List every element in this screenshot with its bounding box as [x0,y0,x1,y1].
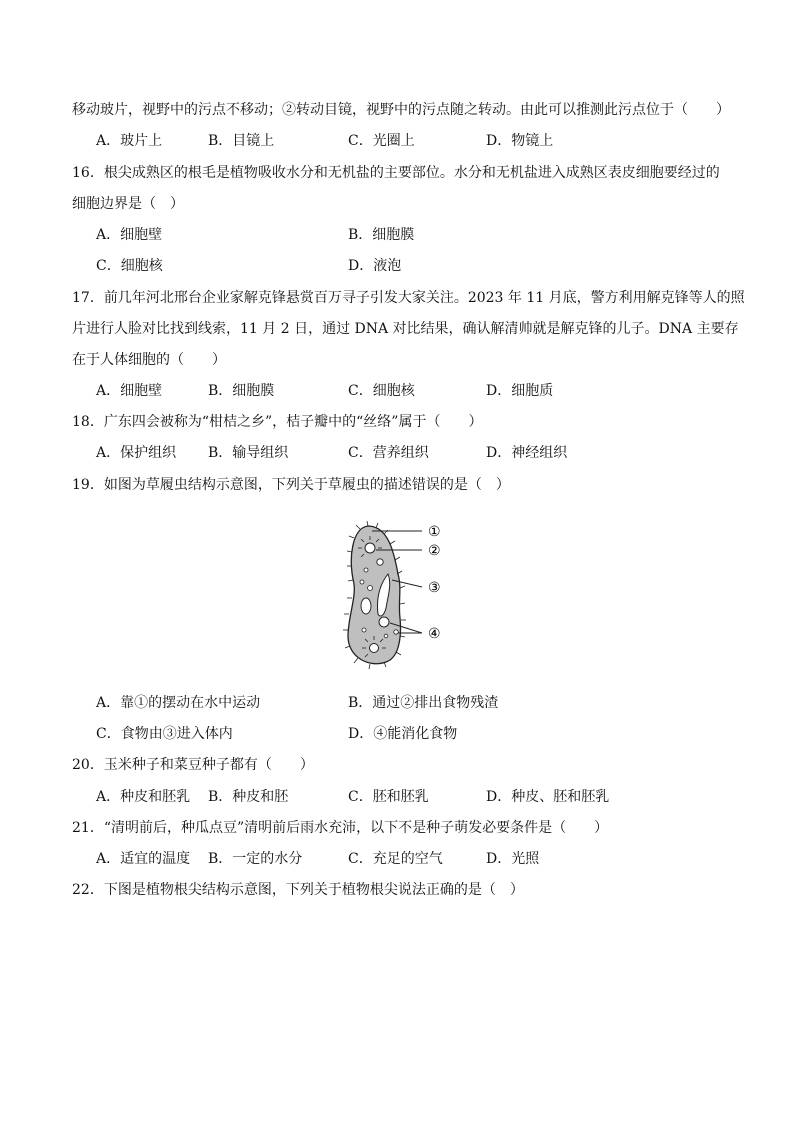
q20-option-b: B．种皮和胚 [208,789,289,805]
q17-stem-line2: 片进行人脸对比找到线索，11 月 2 日，通过 DNA 对比结果，确认解清帅就是解克锋的儿子。DNA 主要存 [72,321,739,337]
q21-stem: 21．“清明前后，种瓜点豆”清明前后雨水充沛，以下不是种子萌发必要条件是（ ） [72,820,609,836]
q16-option-c: C．细胞核 [96,258,163,274]
label-2: ② [428,543,441,559]
q16-stem-line2: 细胞边界是（ ） [72,196,184,212]
q17-option-c: C．细胞核 [348,383,415,399]
q16-stem-line1: 16．根尖成熟区的根毛是植物吸收水分和无机盐的主要部位。水分和无机盐进入成熟区表皮细胞要经过的 [72,165,720,181]
label-4: ④ [428,626,441,642]
q21-option-a: A．适宜的温度 [96,851,191,867]
q19-stem: 19．如图为草履虫结构示意图，下列关于草履虫的描述错误的是（ ） [72,477,510,493]
q15-option-c: C．光圈上 [348,133,415,149]
q21-option-d: D．光照 [486,851,540,867]
figure-labels [428,524,441,642]
q17-stem-line1: 17．前几年河北邢台企业家解克锋悬赏百万寻子引发大家关注。2023 年 11 月底，警方利用解克锋等人的照 [72,290,745,306]
q17-option-b: B．细胞膜 [208,383,275,399]
q18-option-b: B．输导组织 [208,445,289,461]
q19-option-a: A．靠①的摆动在水中运动 [96,695,261,711]
q17-option-a: A．细胞壁 [96,383,163,399]
q15-option-b: B．目镜上 [208,133,275,149]
q18-option-c: C．营养组织 [348,445,429,461]
q15-option-a: A．玻片上 [96,133,163,149]
q20-stem: 20．玉米种子和菜豆种子都有（ ） [72,757,314,773]
q16-option-d: D．液泡 [348,258,402,274]
q18-option-a: A．保护组织 [96,445,177,461]
q19-option-b: B．通过②排出食物残渣 [348,695,499,711]
q17-stem-line3: 在于人体细胞的（ ） [72,352,226,368]
q22-stem: 22．下图是植物根尖结构示意图，下列关于植物根尖说法正确的是（ ） [72,882,524,898]
q21-option-b: B．一定的水分 [208,851,303,867]
q20-option-a: A．种皮和胚乳 [96,789,191,805]
q20-option-d: D．种皮、胚和胚乳 [486,789,610,805]
q15-option-d: D．物镜上 [486,133,554,149]
q15-continuation-text: 移动玻片，视野中的污点不移动；②转动目镜，视野中的污点随之转动。由此可以推测此污点位于（ ） [72,102,730,118]
q19-option-d: D．④能消化食物 [348,726,458,742]
q16-option-b: B．细胞膜 [348,227,415,243]
q21-option-c: C．充足的空气 [348,851,443,867]
q18-stem: 18．广东四会被称为“柑桔之乡”，桔子瓣中的“丝络”属于（ ） [72,414,483,430]
q18-option-d: D．神经组织 [486,445,568,461]
label-3: ③ [428,580,441,596]
q19-option-c: C．食物由③进入体内 [96,726,233,742]
label-1: ① [428,524,441,540]
q17-option-d: D．细胞质 [486,383,554,399]
q20-option-c: C．胚和胚乳 [348,789,429,805]
q16-option-a: A．细胞壁 [96,227,163,243]
paramecium-figure [340,518,450,670]
